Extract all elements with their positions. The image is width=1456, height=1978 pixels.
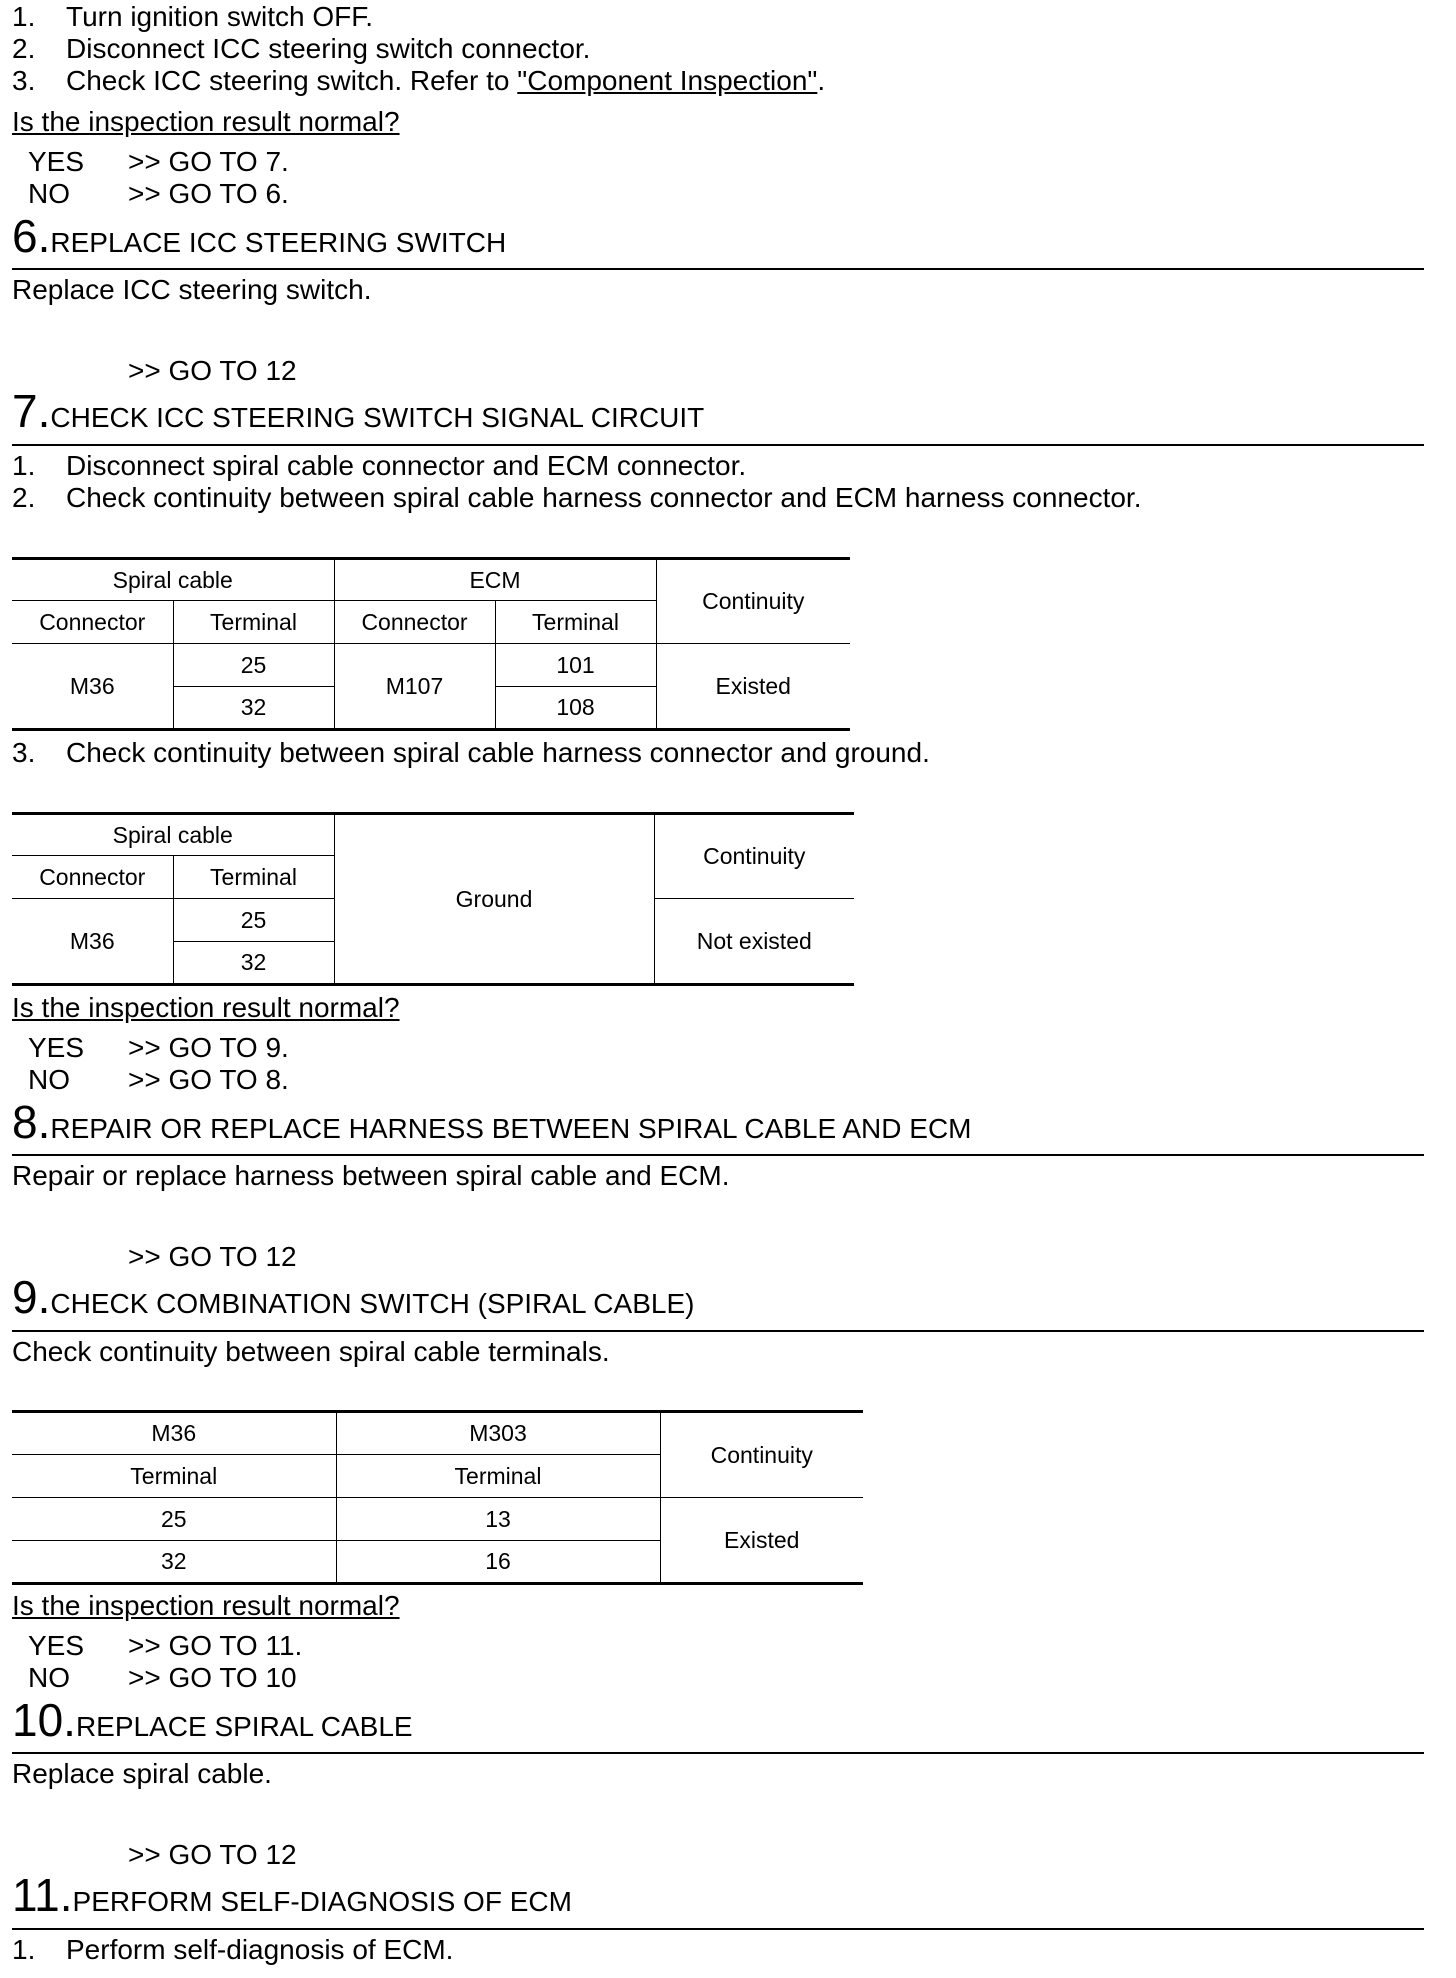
list-item-text: Disconnect ICC steering switch connector. <box>66 33 591 64</box>
heading-rule <box>12 1928 1424 1930</box>
continuity-table-spiral-ground <box>12 812 854 986</box>
table-cell: M36 <box>12 899 173 985</box>
list-number: 1. <box>12 450 36 481</box>
step-body: Check continuity between spiral cable terminals. <box>12 1336 610 1367</box>
table-subheader: Connector <box>12 856 173 899</box>
list-item-text: Check continuity between spiral cable harness connector and ground. <box>66 737 930 768</box>
table-header: Spiral cable <box>12 814 334 856</box>
table-cell: 25 <box>173 899 334 942</box>
yes-goto: >> GO TO 11. <box>128 1630 303 1661</box>
table-cell: 25 <box>12 1498 336 1541</box>
table-subheader: Terminal <box>12 1455 336 1498</box>
table-header: Continuity <box>656 559 850 644</box>
table-subheader: Connector <box>12 601 173 644</box>
step-heading <box>12 1694 413 1746</box>
table-header: ECM <box>334 559 656 601</box>
table-cell: 101 <box>495 644 656 687</box>
continuity-table-spiral-terminals <box>12 1410 863 1585</box>
step-body: Replace spiral cable. <box>12 1758 272 1789</box>
inspection-question: Is the inspection result normal? <box>12 106 400 137</box>
goto-text: >> GO TO 12 <box>128 1839 297 1870</box>
table-subheader: Terminal <box>336 1455 660 1498</box>
table-header: M36 <box>12 1412 336 1455</box>
continuity-table-spiral-ecm <box>12 557 850 731</box>
step-number: 8. <box>12 1096 51 1148</box>
list-number: 3. <box>12 737 36 768</box>
list-item-text: Check ICC steering switch. Refer to "Component Inspection". <box>66 65 826 96</box>
yes-goto: >> GO TO 9. <box>128 1032 289 1063</box>
table-cell: Existed <box>660 1498 863 1584</box>
table-subheader: Connector <box>334 601 495 644</box>
list-item-text: Disconnect spiral cable connector and ECM connector. <box>66 450 747 481</box>
no-goto: >> GO TO 8. <box>128 1064 289 1095</box>
step-number: 11. <box>12 1869 73 1921</box>
goto-text: >> GO TO 12 <box>128 1241 297 1272</box>
table-header: Continuity <box>654 814 854 899</box>
table-cell: M107 <box>334 644 495 730</box>
list-item-text: Check continuity between spiral cable harness connector and ECM harness connector. <box>66 482 1142 513</box>
step-number: 10. <box>12 1694 76 1746</box>
step-number: 6. <box>12 210 51 262</box>
heading-rule <box>12 1330 1424 1332</box>
inspection-question: Is the inspection result normal? <box>12 1590 400 1621</box>
list-number: 1. <box>12 1 36 32</box>
step-title: PERFORM SELF-DIAGNOSIS OF ECM <box>72 1886 572 1917</box>
list-number: 2. <box>12 33 36 64</box>
heading-rule <box>12 1154 1424 1156</box>
table-subheader: Terminal <box>173 601 334 644</box>
table-cell: 32 <box>173 942 334 985</box>
step-heading <box>12 385 705 437</box>
yes-label: YES <box>28 1032 85 1063</box>
no-goto: >> GO TO 6. <box>128 178 289 209</box>
component-inspection-link[interactable]: "Component Inspection" <box>517 65 818 96</box>
step-title: CHECK ICC STEERING SWITCH SIGNAL CIRCUIT <box>50 402 705 433</box>
table-cell: 32 <box>173 687 334 730</box>
step-heading <box>12 1271 695 1323</box>
table-cell: Ground <box>334 814 654 985</box>
step-heading <box>12 1096 972 1148</box>
table-cell: 32 <box>12 1541 336 1584</box>
no-label: NO <box>28 1064 70 1095</box>
step-title: REPLACE ICC STEERING SWITCH <box>50 227 507 258</box>
table-header: Continuity <box>660 1412 863 1498</box>
table-header: Spiral cable <box>12 559 334 601</box>
table-header: M303 <box>336 1412 660 1455</box>
table-subheader: Terminal <box>495 601 656 644</box>
inspection-question: Is the inspection result normal? <box>12 992 400 1023</box>
no-label: NO <box>28 1662 70 1693</box>
list-number: 1. <box>12 1934 36 1965</box>
yes-goto: >> GO TO 7. <box>128 146 289 177</box>
step-title: REPAIR OR REPLACE HARNESS BETWEEN SPIRAL CABLE AND ECM <box>50 1113 972 1144</box>
heading-rule <box>12 268 1424 270</box>
step-title: REPLACE SPIRAL CABLE <box>75 1711 413 1742</box>
goto-text: >> GO TO 12 <box>128 355 297 386</box>
table-cell: 16 <box>336 1541 660 1584</box>
step-body: Replace ICC steering switch. <box>12 274 372 305</box>
yes-label: YES <box>28 146 85 177</box>
heading-rule <box>12 1752 1424 1754</box>
step-number: 9. <box>12 1271 51 1323</box>
table-cell: 25 <box>173 644 334 687</box>
step-number: 7. <box>12 385 51 437</box>
table-cell: Not existed <box>654 899 854 985</box>
no-label: NO <box>28 178 70 209</box>
table-cell: M36 <box>12 644 173 730</box>
no-goto: >> GO TO 10 <box>128 1662 297 1693</box>
list-item-text: Turn ignition switch OFF. <box>66 1 374 32</box>
list-item-text: Perform self-diagnosis of ECM. <box>66 1934 454 1965</box>
step-title: CHECK COMBINATION SWITCH (SPIRAL CABLE) <box>50 1288 695 1319</box>
yes-label: YES <box>28 1630 85 1661</box>
step-body: Repair or replace harness between spiral cable and ECM. <box>12 1160 730 1191</box>
list-number: 2. <box>12 482 36 513</box>
table-subheader: Terminal <box>173 856 334 899</box>
table-cell: Existed <box>656 644 850 730</box>
table-cell: 108 <box>495 687 656 730</box>
heading-rule <box>12 444 1424 446</box>
step-heading <box>12 210 507 262</box>
step-heading <box>12 1869 572 1921</box>
list-number: 3. <box>12 65 36 96</box>
table-cell: 13 <box>336 1498 660 1541</box>
